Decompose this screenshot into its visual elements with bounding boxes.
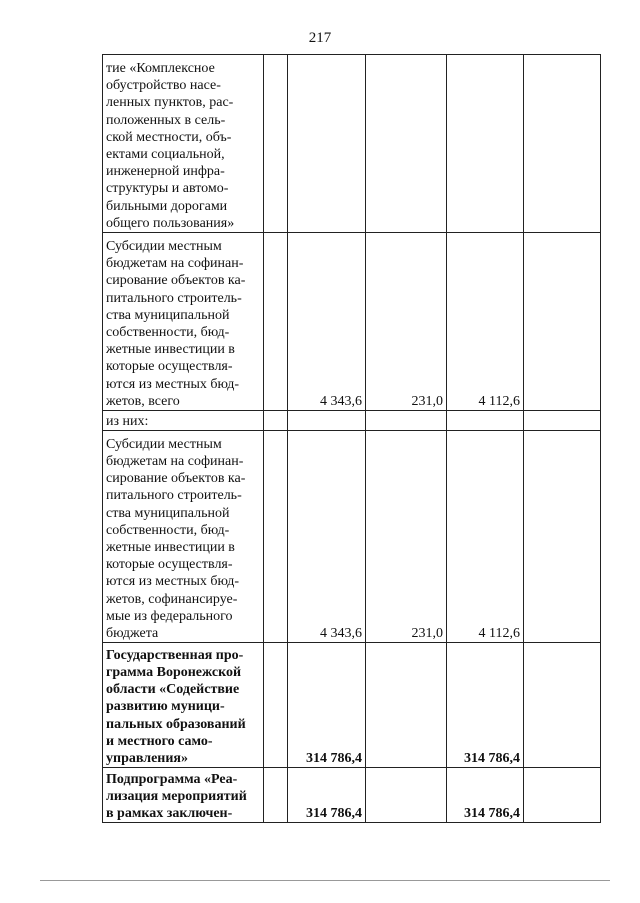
table-row: [103, 768, 601, 823]
cell-col4: 4 112,6: [447, 233, 524, 411]
table-row: [103, 431, 601, 643]
row-label: тие «Комплексное обустройство насе- ленных пунктов, рас- положенных в сель- ской местности, объ- ектами социальной, инженерной инфра- структуры и автомо- бильными дорогами общего пользования»: [103, 55, 264, 233]
cell-col3: [366, 55, 447, 233]
table-row: [103, 411, 601, 431]
cell-col4: [447, 55, 524, 233]
cell-col4: 314 786,4: [447, 643, 524, 768]
row-label: Субсидии местным бюджетам на софинан- сирование объектов ка- питального строитель- ства муниципальной собственности, бюд- жетные инвестиции в которые осуществля- ются из местных бюд- жетов, всего: [103, 233, 264, 411]
cell-col1: [264, 55, 288, 233]
cell-col1: [264, 411, 288, 431]
row-label: из них:: [103, 411, 264, 431]
table-row: [103, 233, 601, 411]
cell-col5: [524, 233, 601, 411]
cell-col3: [366, 411, 447, 431]
cell-col5: [524, 643, 601, 768]
cell-col5: [524, 55, 601, 233]
cell-col1: [264, 233, 288, 411]
cell-col3: [366, 643, 447, 768]
cell-col2: 314 786,4: [288, 768, 366, 823]
row-label: Государственная про- грамма Воронежской области «Содействие развитию муници- пальных образований и местного само- управления»: [103, 643, 264, 768]
table-row: [103, 55, 601, 233]
cell-col3: 231,0: [366, 233, 447, 411]
cell-col5: [524, 431, 601, 643]
row-label: Субсидии местным бюджетам на софинан- сирование объектов ка- питального строитель- ства муниципальной собственности, бюд- жетные инвестиции в которые осуществля- ются из местных бюд- жетов, софинансируе- мые из федерального бюджета: [103, 431, 264, 643]
cell-col1: [264, 431, 288, 643]
cell-col2: [288, 55, 366, 233]
table-row: [103, 643, 601, 768]
row-label: Подпрограмма «Реа- лизация мероприятий в рамках заключен-: [103, 768, 264, 823]
cell-col2: [288, 411, 366, 431]
cell-col5: [524, 768, 601, 823]
cell-col2: 4 343,6: [288, 233, 366, 411]
cell-col1: [264, 768, 288, 823]
cell-col3: 231,0: [366, 431, 447, 643]
budget-table: [102, 54, 601, 823]
cell-col4: 314 786,4: [447, 768, 524, 823]
cell-col2: 4 343,6: [288, 431, 366, 643]
cell-col1: [264, 643, 288, 768]
cell-col2: 314 786,4: [288, 643, 366, 768]
cell-col4: 4 112,6: [447, 431, 524, 643]
cell-col5: [524, 411, 601, 431]
cell-col4: [447, 411, 524, 431]
page-number: 217: [308, 30, 332, 46]
page-bottom-divider: [40, 880, 610, 881]
cell-col3: [366, 768, 447, 823]
